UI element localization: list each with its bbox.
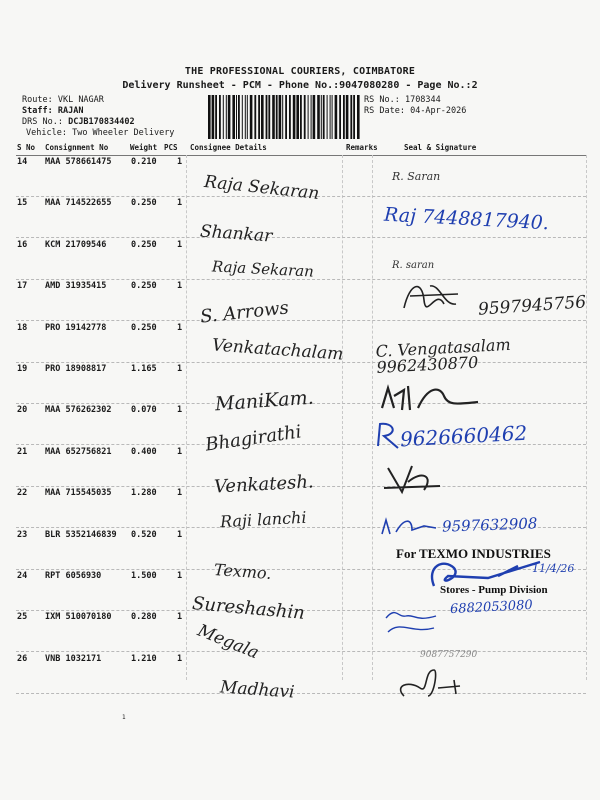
cell-pcs: 1 bbox=[177, 529, 183, 540]
signature-text: 9626660462 bbox=[399, 420, 528, 452]
signature-text: 9597632908 bbox=[441, 514, 538, 536]
cell-pcs: 1 bbox=[177, 653, 183, 664]
cell-pcs: 1 bbox=[177, 405, 183, 416]
signature-scribble bbox=[378, 382, 486, 416]
col-consignee: Consignee Details bbox=[190, 143, 267, 152]
cell-pcs: 1 bbox=[177, 281, 183, 292]
consignee-handwriting: Raji lanchi bbox=[219, 507, 307, 532]
cell-pcs: 1 bbox=[177, 446, 183, 457]
cell-cn: PRO 18908817 bbox=[45, 364, 107, 374]
cell-pcs: 1 bbox=[177, 571, 183, 581]
cell-cn: MAA 652756821 bbox=[45, 446, 112, 457]
page-marker: 1 bbox=[122, 714, 126, 721]
signature-text: R. Saran bbox=[392, 170, 441, 183]
rs-no-label: RS No.: bbox=[364, 95, 400, 105]
row-divider bbox=[16, 693, 586, 694]
consignee-handwriting: S. Arrows bbox=[199, 297, 290, 328]
company-title: THE PROFESSIONAL COURIERS, COIMBATORE bbox=[184, 66, 416, 77]
cell-cn: MAA 715545035 bbox=[45, 488, 112, 499]
company-stamp-line1: For TEXMO INDUSTRIES bbox=[396, 546, 551, 561]
consignee-handwriting: Venkatesh. bbox=[213, 471, 315, 498]
vehicle-value: Two Wheeler Delivery bbox=[72, 128, 175, 138]
company-stamp-line2: Stores - Pump Division bbox=[440, 584, 548, 596]
drs-line bbox=[22, 117, 135, 127]
rs-date-label: RS Date: bbox=[364, 106, 405, 116]
cell-wt: 0.400 bbox=[131, 446, 157, 457]
cell-wt: 0.280 bbox=[131, 612, 157, 623]
signature-text: R. saran bbox=[392, 260, 435, 271]
cell-sno: 21 bbox=[17, 446, 28, 457]
cell-wt: 0.210 bbox=[131, 157, 157, 167]
cell-cn: MAA 714522655 bbox=[45, 198, 112, 209]
cell-cn: RPT 6056930 bbox=[45, 571, 102, 581]
consignee-handwriting: Megala bbox=[194, 620, 262, 664]
cell-wt: 0.070 bbox=[131, 405, 157, 416]
cell-wt: 1.500 bbox=[131, 571, 157, 581]
cell-pcs: 1 bbox=[177, 488, 183, 499]
col-sno: S No bbox=[17, 143, 36, 152]
row-divider bbox=[16, 651, 586, 652]
column-headers bbox=[0, 143, 600, 155]
cell-pcs: 1 bbox=[177, 612, 183, 623]
signature-scribble bbox=[378, 516, 438, 538]
consignee-handwriting: Shankar bbox=[199, 221, 273, 247]
cell-sno: 18 bbox=[17, 322, 28, 333]
rs-no-line bbox=[364, 95, 441, 105]
row-divider bbox=[16, 237, 586, 238]
cell-wt: 0.520 bbox=[131, 529, 157, 540]
consignee-handwriting: Raja Sekaran bbox=[211, 257, 315, 281]
route-value: VKL NAGAR bbox=[57, 95, 104, 105]
cell-cn: MAA 578661475 bbox=[45, 157, 112, 167]
cell-sno: 25 bbox=[17, 612, 28, 623]
cell-pcs: 1 bbox=[177, 239, 183, 250]
col-consignment: Consignment No bbox=[45, 143, 109, 152]
header-rule bbox=[16, 155, 586, 156]
signature-text: 11/4/26 bbox=[532, 562, 575, 575]
col-signature: Seal & Signature bbox=[404, 143, 477, 152]
consignee-handwriting: Bhagirathi bbox=[204, 421, 303, 456]
rs-no-value: 1708344 bbox=[404, 95, 441, 105]
barcode bbox=[206, 95, 360, 139]
cell-cn: AMD 31935415 bbox=[45, 281, 107, 292]
rs-date-value: 04-Apr-2026 bbox=[410, 106, 467, 116]
cell-pcs: 1 bbox=[177, 322, 183, 333]
col-remarks: Remarks bbox=[346, 143, 378, 152]
col-weight: Weight bbox=[130, 143, 158, 152]
runsheet-title: Delivery Runsheet - PCM - Phone No.:9047080280 - Page No.:2 bbox=[122, 80, 478, 91]
col-pcs: PCS bbox=[164, 143, 178, 152]
signature-text: 6882053080 bbox=[449, 597, 534, 618]
cell-wt: 0.250 bbox=[131, 281, 157, 292]
route-line bbox=[22, 95, 104, 105]
cell-wt: 1.210 bbox=[131, 653, 157, 664]
cell-sno: 24 bbox=[17, 571, 28, 581]
cell-cn: KCM 21709546 bbox=[45, 239, 107, 250]
cell-sno: 16 bbox=[17, 239, 28, 250]
consignee-handwriting: Venkatachalam bbox=[211, 335, 344, 365]
staff-label: Staff: bbox=[22, 106, 53, 116]
route-label: Route: bbox=[22, 95, 53, 105]
cell-cn: VNB 1032171 bbox=[45, 653, 102, 664]
consignee-handwriting: Raja Sekaran bbox=[203, 172, 321, 204]
cell-pcs: 1 bbox=[177, 364, 183, 374]
cell-cn: PRO 19142778 bbox=[45, 322, 107, 333]
rs-date-line bbox=[364, 106, 466, 116]
signature-scribble bbox=[400, 278, 464, 316]
cell-cn: BLR 5352146839 bbox=[45, 529, 117, 540]
cell-sno: 15 bbox=[17, 198, 28, 209]
cell-sno: 20 bbox=[17, 405, 28, 416]
consignee-handwriting: Texmo. bbox=[213, 560, 273, 583]
cell-sno: 19 bbox=[17, 364, 28, 374]
cell-sno: 14 bbox=[17, 157, 28, 167]
cell-pcs: 1 bbox=[177, 198, 183, 209]
signature-scribble bbox=[384, 462, 442, 498]
cell-cn: IXM 510070180 bbox=[45, 612, 112, 623]
cell-wt: 0.250 bbox=[131, 198, 157, 209]
cell-sno: 26 bbox=[17, 653, 28, 664]
cell-sno: 22 bbox=[17, 488, 28, 499]
vehicle-label: Vehicle: bbox=[26, 128, 67, 138]
signature-scribble bbox=[384, 604, 440, 636]
drs-value: DCJB170834402 bbox=[68, 117, 135, 127]
signature-text: 9087757290 bbox=[420, 650, 478, 660]
vehicle-line bbox=[26, 128, 174, 138]
signature-text: Raj 7448817940. bbox=[383, 203, 550, 235]
staff-line bbox=[22, 106, 83, 116]
cell-cn: MAA 576262302 bbox=[45, 405, 112, 416]
row-divider bbox=[16, 320, 586, 321]
drs-label: DRS No.: bbox=[22, 117, 63, 127]
cell-sno: 23 bbox=[17, 529, 28, 540]
signature-scribble bbox=[394, 666, 474, 702]
cell-wt: 1.165 bbox=[131, 364, 157, 374]
consignee-handwriting: Sureshashin bbox=[191, 593, 306, 624]
staff-value: RAJAN bbox=[57, 106, 84, 116]
consignee-handwriting: ManiKam. bbox=[214, 386, 315, 416]
cell-sno: 17 bbox=[17, 281, 28, 292]
consignee-handwriting: Madhavi bbox=[219, 677, 296, 703]
cell-pcs: 1 bbox=[177, 157, 183, 167]
cell-wt: 1.280 bbox=[131, 488, 157, 499]
cell-wt: 0.250 bbox=[131, 322, 157, 333]
cell-wt: 0.250 bbox=[131, 239, 157, 250]
signature-text: 9597945756 bbox=[477, 292, 587, 320]
signature-text: C. Vengatasalam 9962430870 bbox=[375, 334, 512, 377]
